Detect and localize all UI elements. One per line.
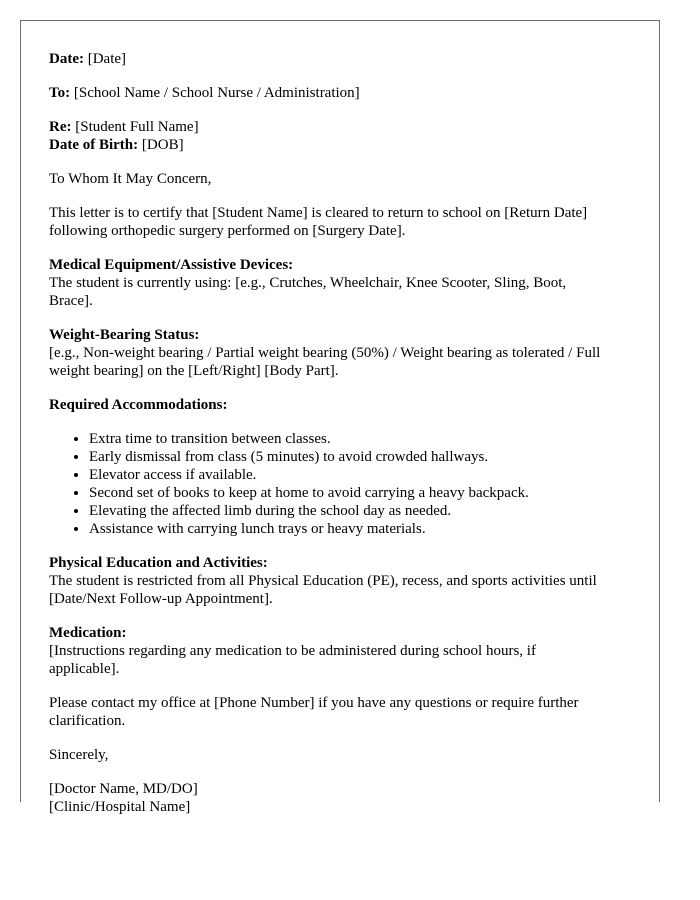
- to-value: [School Name / School Nurse / Administration]: [73, 85, 360, 101]
- dob-label: Date of Birth:: [49, 137, 139, 153]
- to-label: To:: [49, 85, 71, 101]
- list-item: • Elevator access if available.: [89, 466, 609, 484]
- signature-block: [49, 780, 609, 816]
- date-label: Date:: [49, 51, 84, 67]
- list-item: • Early dismissal from class (5 minutes) to avoid crowded hallways.: [89, 448, 609, 466]
- weight-bearing-heading: Weight-Bearing Status:: [49, 327, 200, 343]
- weight-bearing-section: [49, 326, 609, 380]
- contact-paragraph: Please contact my office at [Phone Number] if you have any questions or require further clarification.: [49, 695, 579, 729]
- list-item: • Extra time to transition between classes.: [89, 430, 609, 448]
- accommodations-list: [49, 430, 609, 538]
- equipment-text: The student is currently using: [e.g., Crutches, Wheelchair, Knee Scooter, Sling, Boot, Brace].: [49, 275, 567, 309]
- accommodations-heading: Required Accommodations:: [49, 397, 228, 413]
- doctor-name: [Doctor Name, MD/DO]: [49, 781, 198, 797]
- physical-education-section: [49, 554, 609, 608]
- medication-heading: Medication:: [49, 625, 127, 641]
- medication-section: [49, 624, 609, 678]
- physical-education-heading: Physical Education and Activities:: [49, 555, 268, 571]
- re-label: Re:: [49, 119, 72, 135]
- clinic-name: [Clinic/Hospital Name]: [49, 799, 191, 815]
- re-block: [49, 118, 609, 154]
- list-item: • Assistance with carrying lunch trays or heavy materials.: [89, 520, 609, 538]
- list-item: • Elevating the affected limb during the school day as needed.: [89, 502, 609, 520]
- intro-paragraph: This letter is to certify that [Student Name] is cleared to return to school on [Return Date] following orthopedic surgery performed on [Surgery Date].: [49, 205, 588, 239]
- dob-value: [DOB]: [141, 137, 184, 153]
- salutation: To Whom It May Concern,: [49, 171, 212, 187]
- re-value: [Student Full Name]: [75, 119, 199, 135]
- closing: Sincerely,: [49, 747, 109, 763]
- list-item: • Second set of books to keep at home to avoid carrying a heavy backpack.: [89, 484, 609, 502]
- letter-page: [20, 20, 660, 815]
- date-value: [Date]: [87, 51, 127, 67]
- to-line: [49, 84, 609, 102]
- letter-body: [49, 50, 609, 832]
- weight-bearing-text: [e.g., Non-weight bearing / Partial weight bearing (50%) / Weight bearing as tolerated / Full weight bearing] on the [Left/Right] [Body Part].: [49, 345, 601, 379]
- equipment-section: [49, 256, 609, 310]
- equipment-heading: Medical Equipment/Assistive Devices:: [49, 257, 294, 273]
- date-line: [49, 50, 609, 68]
- medication-text: [Instructions regarding any medication to be administered during school hours, if applicable].: [49, 643, 536, 677]
- physical-education-text: The student is restricted from all Physical Education (PE), recess, and sports activities until [Date/Next Follow-up Appointment].: [49, 573, 597, 607]
